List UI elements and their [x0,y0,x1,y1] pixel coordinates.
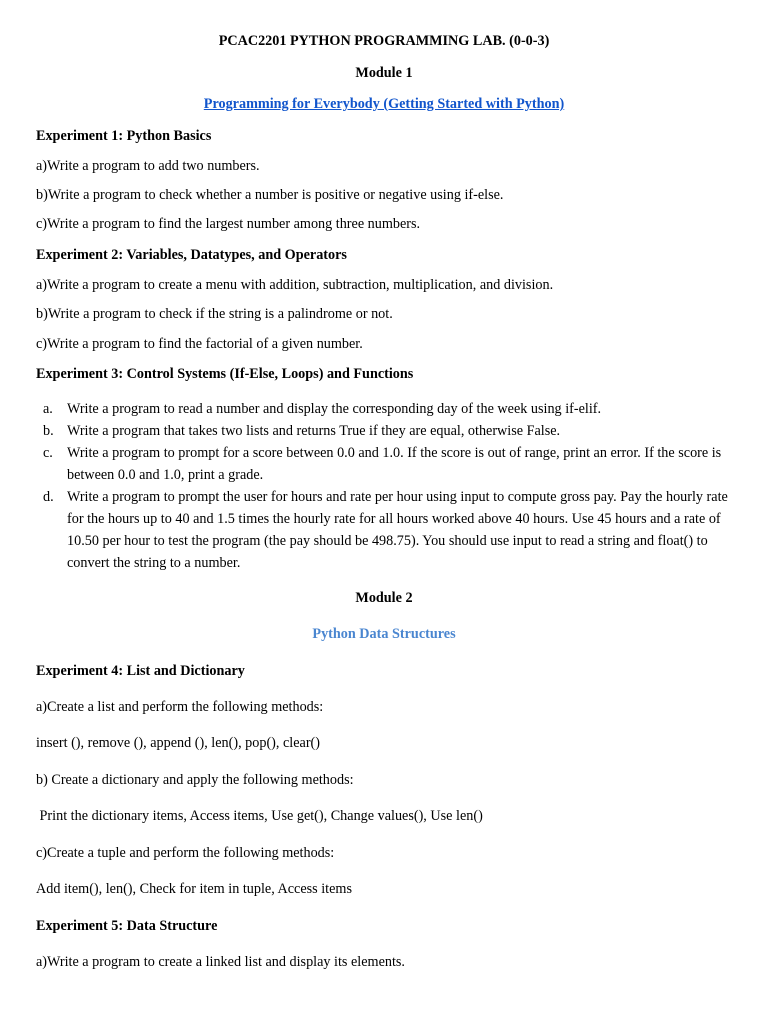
experiment-4-dict-methods: Print the dictionary items, Access items, Use get(), Change values(), Use len() [36,808,483,824]
experiment-5-title: Experiment 5: Data Structure [36,918,218,934]
list-item [36,486,736,574]
course-title: PCAC2201 PYTHON PROGRAMMING LAB. (0-0-3) [218,33,550,49]
experiment-1-title: Experiment 1: Python Basics [36,128,212,144]
module-2-subtitle: Python Data Structures [312,626,456,642]
experiment-3-list [36,398,736,574]
experiment-2-item-b: b)Write a program to check if the string is a palindrome or not. [36,306,393,322]
experiment-1-item-c: c)Write a program to find the largest number among three numbers. [36,216,421,232]
list-item-text: Write a program that takes two lists and returns True if they are equal, otherwise False. [67,423,561,439]
experiment-4-title: Experiment 4: List and Dictionary [36,663,245,679]
list-marker: a. [43,401,53,417]
experiment-4-line-c: c)Create a tuple and perform the following methods: [36,845,335,861]
list-marker: b. [43,423,54,439]
experiment-4-list-methods: insert (), remove (), append (), len(), pop(), clear() [36,735,321,751]
list-item [36,420,736,442]
experiment-2-item-c: c)Write a program to find the factorial of a given number. [36,336,363,352]
list-item [36,442,736,486]
module-2-heading: Module 2 [355,590,413,606]
list-item-text: Write a program to prompt the user for hours and rate per hour using input to compute gross pay. Pay the hourly rate for the hours up to 40 and 1.5 times the hourly rate for all hours worked above 40 hours. Use 45 hours and a rate of 10.50 per hour to test the program (the pay should be 498.75). You should use input to read a string and float() to convert the string to a number. [67,489,728,571]
module-1-heading: Module 1 [355,65,413,81]
experiment-3-title: Experiment 3: Control Systems (If-Else, Loops) and Functions [36,366,414,382]
list-item-text: Write a program to read a number and display the corresponding day of the week using if-elif. [67,401,602,417]
module-1-subtitle-link[interactable] [0,95,768,113]
module-1-link-text[interactable]: Programming for Everybody (Getting Started with Python) [203,96,565,112]
experiment-4-tuple-methods: Add item(), len(), Check for item in tuple, Access items [36,881,352,897]
list-marker: d. [43,489,54,505]
experiment-2-item-a: a)Write a program to create a menu with addition, subtraction, multiplication, and division. [36,277,554,293]
experiment-2-title: Experiment 2: Variables, Datatypes, and Operators [36,247,347,263]
experiment-1-item-b: b)Write a program to check whether a number is positive or negative using if-else. [36,187,504,203]
experiment-5-item-a: a)Write a program to create a linked list and display its elements. [36,954,405,970]
experiment-4-line-a: a)Create a list and perform the following methods: [36,699,324,715]
list-item [36,398,736,420]
experiment-4-line-b: b) Create a dictionary and apply the following methods: [36,772,354,788]
list-marker: c. [43,445,53,461]
experiment-1-item-a: a)Write a program to add two numbers. [36,158,260,174]
list-item-text: Write a program to prompt for a score between 0.0 and 1.0. If the score is out of range, print an error. If the score is between 0.0 and 1.0, print a grade. [67,445,722,483]
